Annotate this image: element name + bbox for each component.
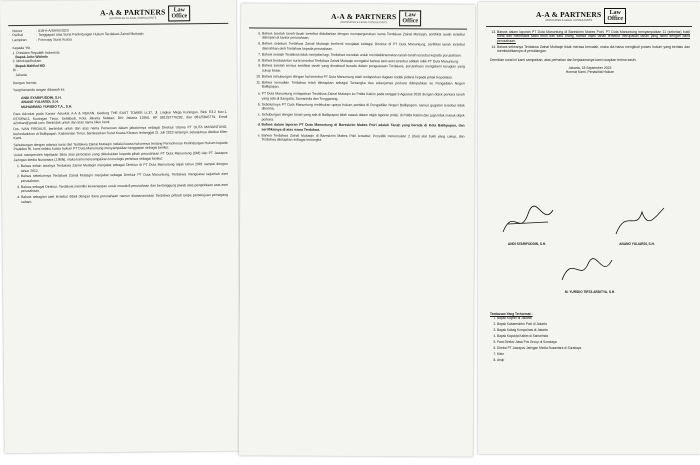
box-line-2: Office xyxy=(171,13,188,20)
meta-key: Lampiran xyxy=(12,37,27,42)
cc-item: 3. Bapak Kabag Kompolnas di Jakarta xyxy=(497,328,690,332)
closing-paragraph: Demikian surat ini kami sampaikan, atas perhatian dan kerjasamanya kami ucapkan terima kasih. xyxy=(490,57,637,62)
recipient-line: 2. Menkopolhukam xyxy=(12,59,42,64)
intro-line: Yang bertanda tangan dibawah ini: xyxy=(12,88,66,93)
lawyer-name: ANANG YULIARDI, S.H. xyxy=(21,99,59,105)
recipient-label: Kepada Yth. xyxy=(12,46,32,51)
lawyer-list xyxy=(21,94,227,109)
recipient-line: 1. Presiden Republik Indonesia xyxy=(12,50,60,55)
letter-page-2 xyxy=(239,3,475,456)
firm-letterhead xyxy=(536,8,626,24)
letter-body-1 xyxy=(12,27,228,206)
firm-name: A-A & PARTNERS xyxy=(536,9,602,19)
cc-item: 6. Direksi PT Jawapos Jaringan Media Nusantara di Surabaya xyxy=(497,346,690,350)
office-paragraph: Para Advokat pada Kantor Advokat A-A & REKAN, Gedung THE EAST TOWER Lt.37, Jl. Lingkar Mega Kuningan, Blok E3.2 Kav.1, RT.5/RW.2, Kuningan Timur, Setiabudi, Kota Jakarta Selatan, DKI Jakarta 12950, HP 081297776202, dan 08125845779, Email a2rekan@gmail.com. Bertindak untuk dan atas nama klien kami: xyxy=(13,109,228,126)
firm-letterhead xyxy=(331,10,421,26)
sub-points-list xyxy=(254,92,464,143)
header-divider xyxy=(486,26,692,27)
chronology-item: 13. Bahwa dalam laporan PT Duta Manuntung di Bareskrim Mabes Polri, PT Duta Manuntung menyampaikan 11 (sebelas) bukti surat dan membawa saksi lebih dari satu orang, bahwa objek tanah tersebut merupakan tanah yang dibeli dengan dana perusahaan. xyxy=(497,30,690,43)
sub-point: b. Sebelumnya PT Duta Manuntung melakukan upaya hukum perdata di Pengadilan Negeri Balikpapan, namun gugatan tersebut tidak diterima. xyxy=(262,102,465,112)
law-office-box xyxy=(604,8,626,24)
chronology-item: 14. Bahwa sekiranya Terdakwa Zainal Muttaqin tidak merasa bersalah, maka dia harus mengikuti proses hukum yang berlaku dan membuktikannya di persidangan. xyxy=(497,45,690,54)
meta-key: Nomor xyxy=(12,29,23,34)
signer-name: ANDI SYARIFUDDIN, S.H. xyxy=(507,242,547,246)
chronology-item: 4. Bahwa sebagian aset tersebut dibeli dengan dana perusahaan namun diatasnamakan Terdakwa pribadi tanpa persetujuan pemegang saham. xyxy=(21,193,228,204)
firm-tagline: ADVOCATES & LEGAL CONSULTANTS xyxy=(340,20,388,24)
chronology-item: 11. Bahwa kemudian Terdakwa telah ditetapkan sebagai Tersangka dan selanjutnya perkara dilimpahkan ke Pengadilan Negeri Balikpapan. xyxy=(262,80,465,90)
greeting: Dengan hormat, xyxy=(12,80,38,86)
box-line-1: Law xyxy=(404,12,416,19)
law-office-box xyxy=(399,10,421,26)
law-office-box xyxy=(168,5,190,21)
firm-tagline: ADVOCATES & LEGAL CONSULTANTS xyxy=(109,16,157,20)
meta-value: : Fotocopy Surat Kuasa xyxy=(36,37,72,42)
cc-item: 1. Bapak Kapolri di Jakarta xyxy=(497,316,690,320)
recipient-line: Di - xyxy=(12,68,19,73)
letter-body-3 xyxy=(490,30,690,75)
firm-tagline: ADVOCATES & LEGAL CONSULTANTS xyxy=(545,18,593,22)
chronology-item: 9. Bahwa setelah semua sertifikat tanah yang dimaksud berada dalam penguasaan Terdakwa, perusahaan mengalami kerugian yang cukup besar. xyxy=(262,64,465,74)
letter-meta xyxy=(12,27,226,42)
cc-item: 4. Bapak Kapolda Kaltim di Samarinda xyxy=(497,334,690,338)
meta-value: : Tanggapan atas Surat Perlindungan Hukum Terdakwa Zainal Muttaqin xyxy=(36,32,144,38)
chronology-item: 6. Bahwa sebelum Terdakwa Zainal Muttaqin berhenti menjabat sebagai Direktur di PT Duta Manuntung, sertifikat tanah tersebut diserahkan oleh Terdakwa kepada perusahaan. xyxy=(262,42,465,52)
chronology-list-end xyxy=(490,30,690,54)
chronology-intro: Untuk memperoleh kejelasan fakta atas persoalan yang didudukkan kepada pihak perusahaan PT Duta Manuntung (DM) dan PT Jawapos Jaringan Media Nusantara (JJMN), maka kami menyampaikan kronologis peristiwa sebagai berikut: xyxy=(13,151,228,162)
lawyer-name: ANDI SYARIFUDDIN, S.H. xyxy=(20,95,62,100)
recipient-line: Bapak Joko Widodo xyxy=(12,54,48,60)
firm-name: A-A & PARTNERS xyxy=(100,7,166,17)
cc-item: 7. Klien xyxy=(497,352,690,356)
signer-name: M. YURIDIO TIRTA ARDITYA, S.H. xyxy=(564,290,616,294)
cc-item: 8. Arsip xyxy=(497,358,690,362)
letter-body-2 xyxy=(254,31,465,144)
cc-item: 5. Para Direksi Jawa Pos Group di Surabaya xyxy=(497,340,690,344)
signature-anang-icon xyxy=(608,202,668,242)
firm-letterhead xyxy=(100,5,190,22)
chronology-item: 3. Bahwa sebagai Direktur, Terdakwa memiliki kewenangan untuk mewakili perusahaan dan bertanggung jawab atas pengelolaan aset-aset perusahaan. xyxy=(21,183,228,194)
cc-list xyxy=(490,316,690,362)
chronology-item: 2. Bahwa sebelumnya Terdakwa Zainal Muttaqin menjabat sebagai Direktur PT Duta Manuntung, Terdakwa menguasai sejumlah aset perusahaan. xyxy=(21,172,228,183)
sub-point: d. Bahwa dalam laporan PT Duta Manuntung di Bareskrim Mabes Polri adalah Tanah yang berada di Kota Balikpapan, dan sertifikatnya di atas nama Terdakwa. xyxy=(262,123,465,133)
letter-page-1 xyxy=(0,0,241,453)
recipient-block xyxy=(12,44,226,77)
regards-line: Hormat Kami, Penasihat Hukum xyxy=(565,70,615,75)
chronology-item: 8. Bahwa berdasarkan surat tersebut Terdakwa Zainal Muttaqin mengakui bahwa aset-aset tersebut adalah milik PT Duta Manuntung. xyxy=(262,58,465,63)
chronology-item: 7. Bahwa setelah Terdakwa tidak menjabat lagi, Terdakwa menolak untuk membaliknamakan tanah-tanah tersebut kepada perusahaan. xyxy=(262,52,465,57)
header-divider xyxy=(8,23,228,26)
signature-yuridio-icon xyxy=(556,250,616,288)
sub-point: c. Sehubungan dengan tanah yang ada di Balikpapan tidak masuk dalam objek laporan polisi, di Polda Kaltim dan juga tidak masuk objek perkara. xyxy=(262,113,465,123)
recipient-line: Jakarta xyxy=(12,72,27,77)
lawyer-name: MUHAMMAD YURIDIO T.A., S.H. xyxy=(21,104,73,109)
cc-block xyxy=(490,312,690,364)
place-date: Jakarta, 18 September 2023 xyxy=(568,65,612,70)
sub-point: a. PT Duta Manuntung melaporkan Terdakwa Zainal Muttaqin ke Polda Kaltim pada tanggal 3 Agustus 2020 dengan objek perkara tanah yang ada di Sangatta, Samarinda dan Tenggarong. xyxy=(262,92,465,102)
chronology-list xyxy=(14,162,228,204)
signer-name: ANANG YULIARDI, S.H. xyxy=(619,242,655,246)
chronology-item: 1. Bahwa selain awalnya Terdakwa Zainal Muttaqin menjabat sebagai Direktur di PT Duta Manuntung sejak tahun 2001 sampai dengan tahun 2012. xyxy=(21,162,228,173)
box-line-1: Law xyxy=(609,10,621,16)
signature-andi-icon xyxy=(498,202,558,242)
cc-title: Tembusan Yang Terhormat : xyxy=(490,312,533,316)
firm-name: A-A & PARTNERS xyxy=(331,11,397,21)
box-line-2: Office xyxy=(607,16,623,22)
box-line-2: Office xyxy=(402,18,419,25)
cc-item: 2. Bapak Kabareskrim Polri di Jakarta xyxy=(497,322,690,326)
sub-point: e. Bahwa Terdakwa Zainal Muttaqin di Bareskrim Mabes Polri tersebut: Penyidik menemukan 2 (dua) alat bukti yang cukup, dan Terdakwa ditetapkan sebagai tersangka. xyxy=(261,133,464,143)
context-paragraph: Sehubungan dengan adanya surat dari Terdakwa Zainal Muttaqin melalui kuasa hukumnya tentang Permohonan Perlindungan Hukum kepada Presiden RI, kami selaku kuasa hukum PT Duta Manuntung menyampaikan tanggapan sebagai berikut: xyxy=(13,140,228,152)
meta-key: Perihal xyxy=(12,33,23,38)
chronology-item: 10. Bahwa sehubungan dengan hal tersebut PT Duta Manuntung telah melaporkan dugaan tindak pidana kepada pihak Kepolisian. xyxy=(262,74,465,79)
chronology-list-cont xyxy=(255,31,465,90)
client-paragraph: Drs. IVAN FIRDAUS, bertindak untuk dan atas nama Perseroan dalam jabatannya sebagai Direktur Utama PT DUTA MANUNTUNG, berkedudukan di Balikpapan, Kalimantan Timur, berdasarkan Surat Kuasa Khusus tertanggal 21 Juli 2023 terlampir, selanjutnya disebut Klien Kami. xyxy=(13,125,228,141)
header-divider xyxy=(249,27,467,29)
recipient-line: Bapak Mahfud MD xyxy=(12,63,45,68)
box-line-1: Law xyxy=(173,7,185,14)
meta-value: : 018-A-A/SA/IX/2023 xyxy=(36,28,69,33)
letter-page-3 xyxy=(478,2,700,454)
chronology-item: 5. Bahwa setelah tanah-tanah tersebut didaftarkan dengan mempergunakan nama Terdakwa Zainal Muttaqin, sertifikat tanah tersebut disimpan di kantor perusahaan. xyxy=(262,32,465,42)
